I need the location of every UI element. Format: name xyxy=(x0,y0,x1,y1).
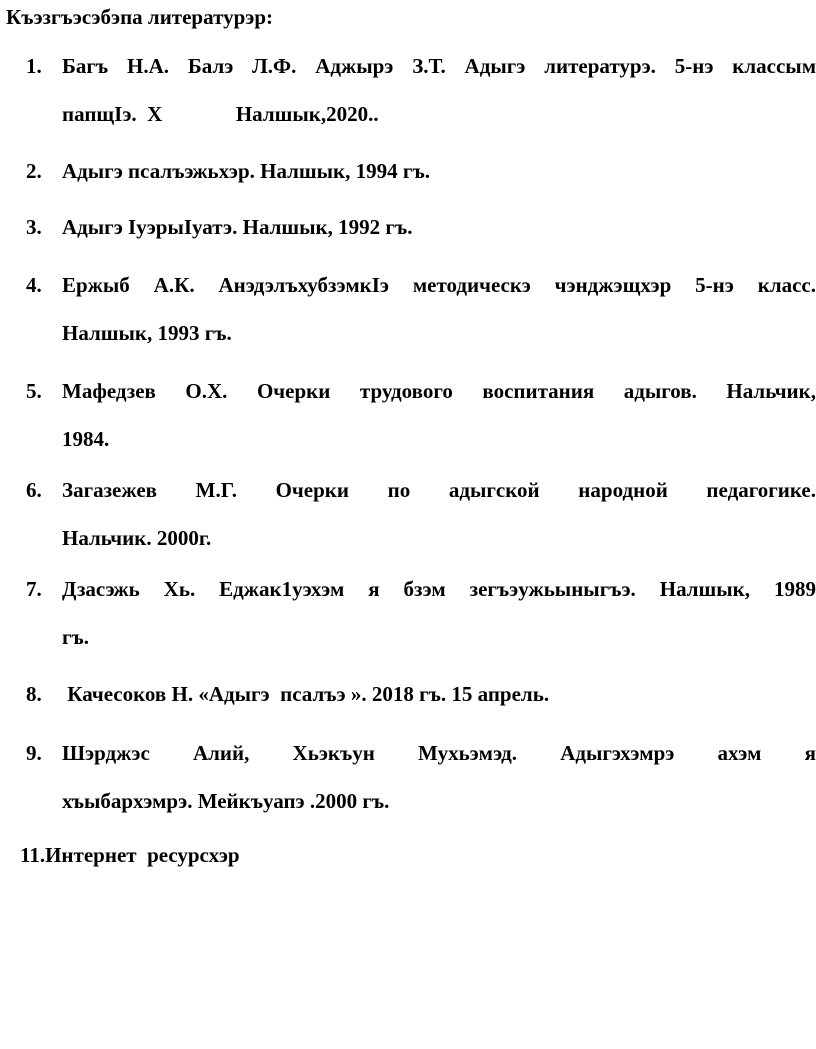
reference-line: папщIэ. Х Налшык,2020.. xyxy=(62,102,379,126)
reference-number: 4. xyxy=(26,273,42,297)
reference-text xyxy=(62,42,816,138)
reference-text xyxy=(62,367,816,463)
reference-line: хъыбархэмрэ. Мейкъуапэ .2000 гъ. xyxy=(62,789,390,813)
reference-line: Ержыб А.К. АнэдэлъхубзэмкIэ методическэ чэнджэщхэр 5-нэ класс. xyxy=(62,273,816,297)
reference-number: 9. xyxy=(26,741,42,765)
reference-number: 6. xyxy=(26,478,42,502)
reference-line: Адыгэ псалъэжьхэр. Налшык, 1994 гъ. xyxy=(62,159,430,183)
reference-number: 1. xyxy=(26,54,42,78)
reference-line: Мафедзев О.Х. Очерки трудового воспитания адыгов. Нальчик, xyxy=(62,379,816,403)
reference-number: 7. xyxy=(26,577,42,601)
reference-number: 5. xyxy=(26,379,42,403)
reference-text xyxy=(62,147,816,195)
reference-line: Шэрджэс Алий, Хьэкъун Мухьэмэд. Адыгэхэмрэ ахэм я xyxy=(62,741,816,765)
reference-text xyxy=(62,261,816,357)
reference-line: Адыгэ IуэрыIуатэ. Налшык, 1992 гъ. xyxy=(62,215,413,239)
reference-line: Качесоков Н. «Адыгэ псалъэ ». 2018 гъ. 15 апрель. xyxy=(62,682,550,706)
reference-text xyxy=(62,203,816,251)
reference-line: Дзасэжь Хь. Еджак1уэхэм я бзэм зегъэужьыныгъэ. Налшык, 1989 xyxy=(62,577,816,601)
reference-text xyxy=(62,729,816,825)
reference-line: 1984. xyxy=(62,427,110,451)
bibliography-heading: Къэзгъэсэбэпа литературэр: xyxy=(6,5,274,29)
reference-text xyxy=(62,466,816,562)
reference-text xyxy=(62,670,816,718)
reference-line: Нальчик. 2000г. xyxy=(62,526,212,550)
reference-number: 8. xyxy=(26,682,42,706)
reference-line: Налшык, 1993 гъ. xyxy=(62,321,232,345)
reference-line: Загазежев М.Г. Очерки по адыгской народной педагогике. xyxy=(62,478,816,502)
reference-line: гъ. xyxy=(62,625,90,649)
reference-number: 3. xyxy=(26,215,42,239)
reference-number: 2. xyxy=(26,159,42,183)
internet-resources-item: 11.Интернет ресурсхэр xyxy=(20,843,240,867)
reference-line: Багъ Н.А. Балэ Л.Ф. Аджырэ З.Т. Адыгэ литературэ. 5-нэ классым xyxy=(62,54,816,78)
reference-text xyxy=(62,565,816,661)
